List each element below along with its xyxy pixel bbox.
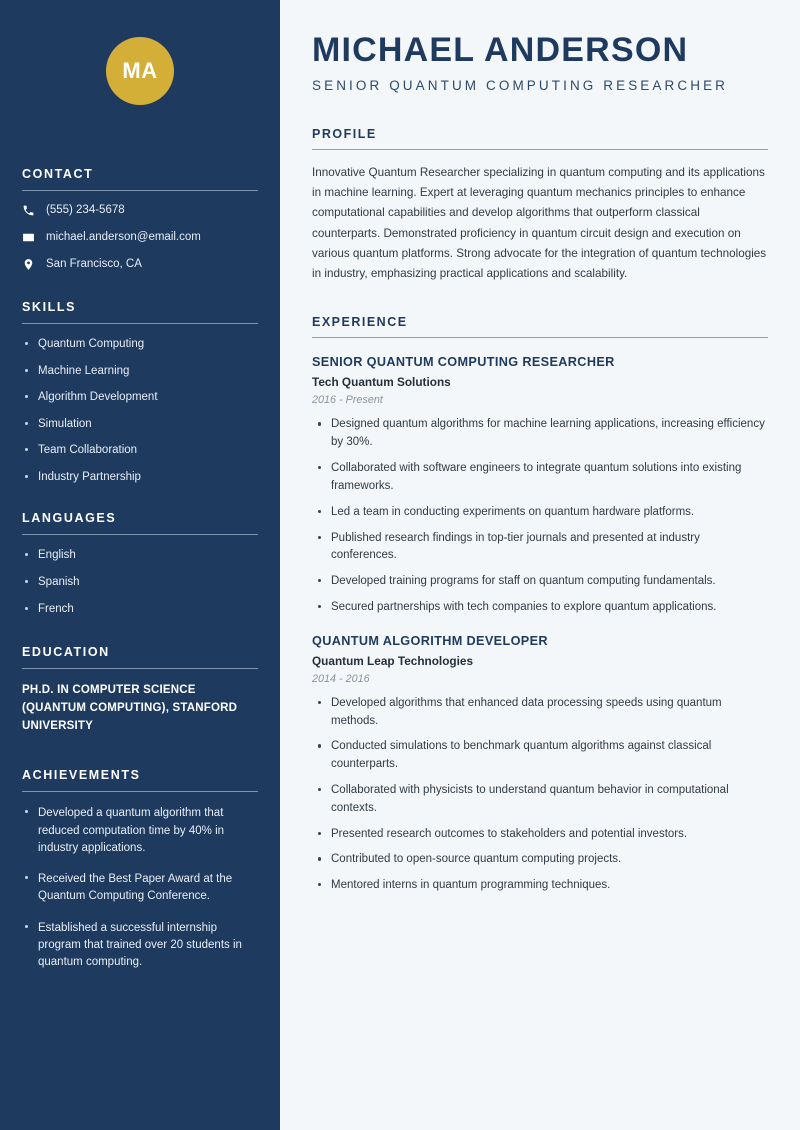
education-divider <box>22 668 258 669</box>
contact-divider <box>22 190 258 191</box>
contact-section <box>22 167 258 271</box>
contact-item-email <box>22 231 258 245</box>
contact-heading: CONTACT <box>22 167 94 181</box>
list-item: Designed quantum algorithms for machine learning applications, increasing efficiency by 30%. <box>312 416 768 452</box>
list-item: French <box>22 602 258 618</box>
page-title: MICHAEL ANDERSON <box>312 31 689 69</box>
list-item: Secured partnerships with tech companies to explore quantum applications. <box>312 599 768 617</box>
list-item: Industry Partnership <box>22 470 258 486</box>
contact-item-location <box>22 258 258 272</box>
education-heading: EDUCATION <box>22 645 110 660</box>
list-item: Received the Best Paper Award at the Quantum Computing Conference. <box>22 871 258 906</box>
education-section <box>22 645 258 735</box>
list-item: Led a team in conducting experiments on quantum hardware platforms. <box>312 504 768 522</box>
profile-divider <box>312 149 768 151</box>
list-item: Developed training programs for staff on quantum computing fundamentals. <box>312 573 768 591</box>
location-pin-icon <box>22 258 35 271</box>
list-item: Mentored interns in quantum programming techniques. <box>312 877 768 895</box>
job-company: Quantum Leap Technologies <box>312 653 474 668</box>
job-date: 2016 - Present <box>312 394 383 407</box>
achievements-heading: ACHIEVEMENTS <box>22 768 141 783</box>
list-item: Established a successful internship program that trained over 20 students in quantum computing. <box>22 920 258 972</box>
experience-job <box>312 355 768 616</box>
job-bullet-list <box>312 416 768 616</box>
job-title: QUANTUM ALGORITHM DEVELOPER <box>312 633 548 648</box>
contact-item-phone <box>22 204 258 218</box>
languages-section <box>22 511 258 617</box>
list-item: Presented research outcomes to stakeholders and potential investors. <box>312 826 768 844</box>
skills-heading: SKILLS <box>22 300 77 315</box>
profile-heading: PROFILE <box>312 126 377 141</box>
languages-list <box>22 548 258 617</box>
list-item: Team Collaboration <box>22 443 258 459</box>
profile-section <box>312 127 768 284</box>
achievements-section <box>22 768 258 971</box>
languages-heading: LANGUAGES <box>22 511 117 526</box>
experience-heading: EXPERIENCE <box>312 314 408 329</box>
skills-divider <box>22 323 258 324</box>
job-bullet-list <box>312 695 768 895</box>
list-item: Quantum Computing <box>22 337 258 353</box>
list-item: Spanish <box>22 575 258 591</box>
contact-value-email: michael.anderson@email.com <box>46 230 201 243</box>
list-item: Machine Learning <box>22 364 258 380</box>
envelope-icon <box>22 231 35 244</box>
languages-divider <box>22 534 258 535</box>
list-item: Conducted simulations to benchmark quantum algorithms against classical counterparts. <box>312 738 768 774</box>
list-item: Developed algorithms that enhanced data processing speeds using quantum methods. <box>312 695 768 731</box>
avatar: MA <box>106 37 174 105</box>
achievements-list <box>22 805 258 971</box>
contact-value-location: San Francisco, CA <box>46 257 142 270</box>
list-item: English <box>22 548 258 564</box>
experience-divider <box>312 337 768 339</box>
sidebar <box>0 0 280 1130</box>
skills-list <box>22 337 258 485</box>
list-item: Simulation <box>22 417 258 433</box>
contact-list <box>22 204 258 271</box>
job-date: 2014 - 2016 <box>312 672 370 685</box>
achievements-divider <box>22 791 258 792</box>
job-title: SENIOR QUANTUM COMPUTING RESEARCHER <box>312 355 615 370</box>
list-item: Contributed to open-source quantum computing projects. <box>312 851 768 869</box>
list-item: Collaborated with physicists to understand quantum behavior in computational contexts. <box>312 782 768 818</box>
job-company: Tech Quantum Solutions <box>312 375 451 390</box>
contact-value-phone: (555) 234-5678 <box>46 204 125 216</box>
phone-icon <box>22 204 35 217</box>
list-item: Developed a quantum algorithm that reduced computation time by 40% in industry applications. <box>22 805 258 857</box>
experience-section <box>312 315 768 895</box>
skills-section <box>22 300 258 485</box>
list-item: Algorithm Development <box>22 390 258 406</box>
avatar-container <box>22 0 258 105</box>
experience-job <box>312 634 768 895</box>
profile-text: Innovative Quantum Researcher specializing in quantum computing and its applications in machine learning. Expert at leveraging quantum mechanics principles to enhance computational capabilities and develop algorithms that outperform classical counterparts. Demonstrated proficiency in quantum circuit design and execution on various quantum platforms. Strong advocate for the integration of quantum technologies in industry, emphasizing practical applications and scalability. <box>312 166 767 280</box>
job-subtitle: SENIOR QUANTUM COMPUTING RESEARCHER <box>312 77 729 93</box>
main-content <box>280 0 800 1130</box>
education-entry: PH.D. IN COMPUTER SCIENCE (QUANTUM COMPUTING), STANFORD UNIVERSITY <box>22 684 238 732</box>
list-item: Published research findings in top-tier journals and presented at industry conferences. <box>312 530 768 566</box>
list-item: Collaborated with software engineers to integrate quantum solutions into existing frameworks. <box>312 460 768 496</box>
